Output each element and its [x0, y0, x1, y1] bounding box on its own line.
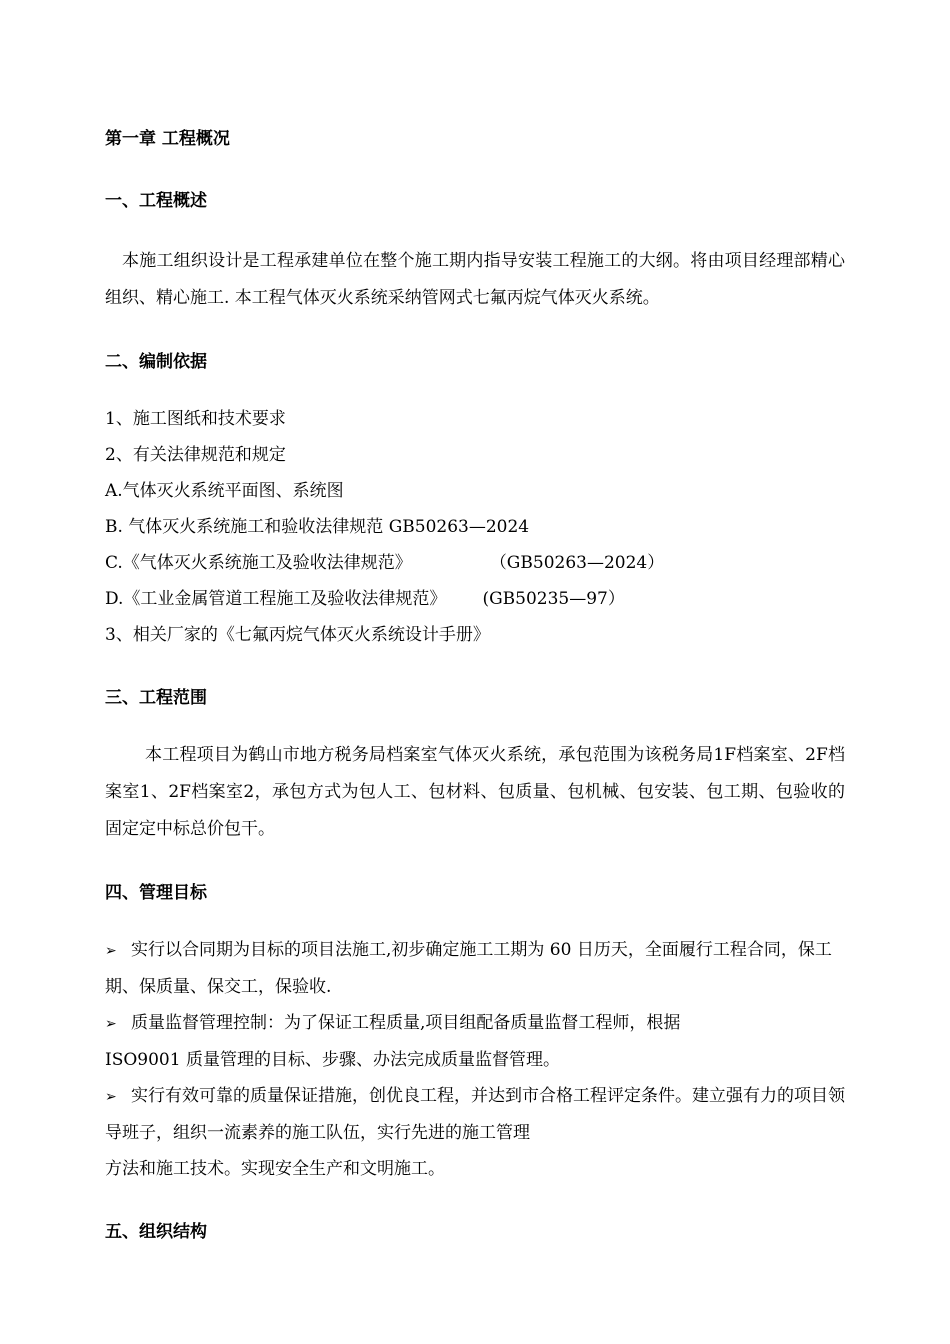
section-heading-scope: 三、工程范围 [105, 688, 207, 708]
basis-item-1: 1、施工图纸和技术要求 [105, 409, 286, 429]
section-heading-org: 五、组织结构 [105, 1222, 207, 1242]
basis-item-b: B. 气体灭火系统施工和验收法律规范 GB50263—2024 [105, 517, 530, 537]
basis-item-2: 2、有关法律规范和规定 [105, 445, 286, 465]
goal-item-3 [105, 1078, 845, 1187]
scope-paragraph: 本工程项目为鹤山市地方税务局档案室气体灭火系统，承包范围为该税务局1F档案室、2F档案室1、2F档案室2，承包方式为包人工、包材料、包质量、包机械、包安装、包工期、包验收的固定定中标总价包干。 [105, 745, 845, 839]
goal-item-2-line1: 质量监督管理控制：为了保证工程质量,项目组配备质量监督工程师，根据 [131, 1013, 681, 1033]
arrow-bullet-icon: ➢ [105, 1016, 117, 1032]
goal-item-2 [105, 1005, 845, 1078]
goal-item-3-line2: 方法和施工技术。实现安全生产和文明施工。 [105, 1159, 445, 1179]
goal-item-1 [105, 932, 845, 1005]
arrow-bullet-icon: ➢ [105, 943, 117, 959]
section-heading-overview: 一、工程概述 [105, 191, 207, 211]
basis-item-d [105, 581, 845, 617]
goal-item-1-text: 实行以合同期为目标的项目法施工,初步确定施工工期为 60 日历天，全面履行工程合同，保工期、保质量、保交工，保验收. [105, 940, 832, 997]
chapter-title: 第一章 工程概况 [105, 129, 230, 149]
goal-item-2-line2: ISO9001 质量管理的目标、步骤、办法完成质量监督管理。 [105, 1050, 560, 1070]
basis-item-c [105, 545, 845, 581]
basis-item-a: A.气体灭火系统平面图、系统图 [105, 481, 344, 501]
section-heading-goals: 四、管理目标 [105, 883, 207, 903]
basis-item-c-title: C.《气体灭火系统施工及验收法律规范》 [105, 553, 412, 573]
basis-item-d-code: (GB50235—97） [482, 589, 625, 609]
section-heading-basis: 二、编制依据 [105, 352, 207, 372]
document-content [105, 124, 845, 1271]
goal-item-3-line1: 实行有效可靠的质量保证措施，创优良工程，并达到市合格工程评定条件。建立强有力的项目领导班子，组织一流素养的施工队伍，实行先进的施工管理 [105, 1086, 845, 1143]
basis-item-3: 3、相关厂家的《七氟丙烷气体灭火系统设计手册》 [105, 625, 490, 645]
arrow-bullet-icon: ➢ [105, 1089, 117, 1105]
basis-item-c-code: （GB50263—2024） [489, 553, 665, 573]
basis-item-d-title: D.《工业金属管道工程施工及验收法律规范》 [105, 589, 447, 609]
overview-paragraph: 本施工组织设计是工程承建单位在整个施工期内指导安装工程施工的大纲。将由项目经理部精心组织、精心施工. 本工程气体灭火系统采纳管网式七氟丙烷气体灭火系统。 [105, 251, 845, 308]
